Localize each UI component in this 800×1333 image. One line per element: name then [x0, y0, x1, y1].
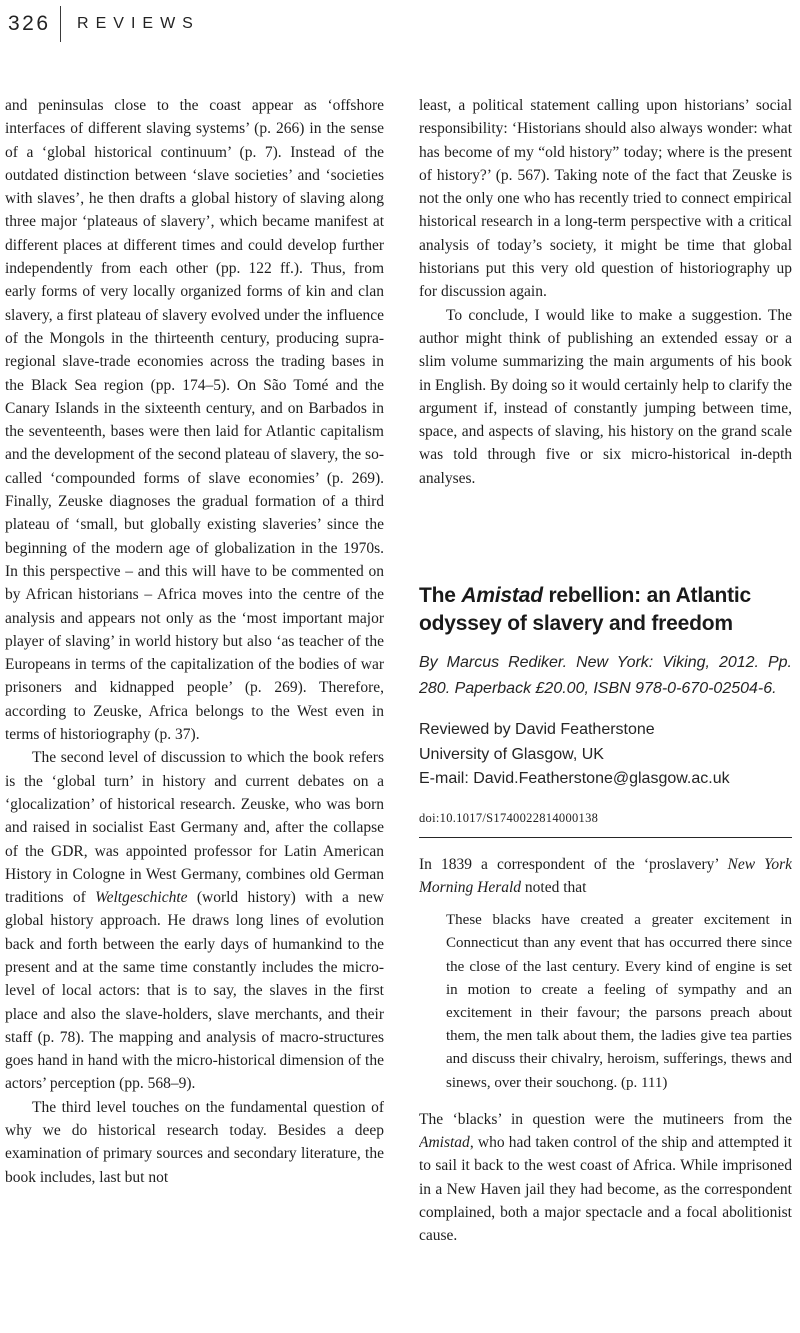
paragraph	[5, 94, 384, 746]
reviewer-affiliation: University of Glasgow, UK	[419, 745, 604, 763]
left-column	[5, 94, 384, 1333]
paragraph	[419, 1108, 792, 1248]
text-run: and peninsulas close to the coast appear as ‘offshore interfaces of different slaving systems’ (p. 266) in the sense of a ‘global historical continuum’ (p. 7). Instead of the outdated distinction between ‘slave societies’ and ‘societies with slaves’, he then drafts a global history of slaving along three major ‘plateaus of slavery’, which became manifest at different places at different times and could develop further independently from each other (pp. 122 ff.). Thus, from early forms of very locally organized forms of kin and clan slavery, a first plateau of slavery evolved under the influence of the Mongols in the thirteenth century, producing supra-regional slave-trade economies across the trading bases in the Black Sea region (pp. 174–5). On São Tomé and the Canary Islands in the sixteenth century, and on Barbados in the seventeenth, bases were then laid for Atlantic capitalism and the development of the second plateau of slavery, the so-called ‘compounded forms of slave economies’ (p. 269). Finally, Zeuske diagnoses the gradual formation of a third plateau of ‘small, but globally existing slaveries’ since the beginning of the modern age of globalization in the 1970s. In this perspective – and this will have to be commented on by African historians – Africa moves into the centre of the analysis and appears not only as the ‘most important major player of slaving’ in world history but also ‘as teacher of the Europeans in terms of the capitalization of the bodies of war prisoners and kidnapped people’ (p. 269). Therefore, according to Zeuske, Africa belongs to the West even in terms of historiography (p. 37).	[5, 97, 384, 744]
review-title	[419, 582, 792, 637]
running-head	[8, 6, 200, 42]
block-quote	[419, 909, 792, 1095]
review-byline: By Marcus Rediker. New York: Viking, 2012. Pp. 280. Paperback £20.00, ISBN 978-0-670-02504-6.	[419, 654, 792, 697]
italic-text: Weltgeschichte	[95, 889, 188, 907]
reviewer-name: Reviewed by David Featherstone	[419, 721, 655, 739]
paragraph	[419, 94, 792, 304]
text-run: rebellion: an Atlantic odyssey of slavery and freedom	[419, 584, 751, 635]
text-run: These blacks have created a greater excitement in Connecticut than any event that has occurred there since the close of the last century. Every kind of engine is set in motion to create a feeling of sympathy and an excitement in their favour; the parsons preach about them, the men talk about them, the ladies give tea parties and discuss their chivalry, heroism, sufferings, thews and sinews, over their souchong. (p. 111)	[446, 912, 792, 1091]
section-label: REVIEWS	[77, 15, 200, 32]
paragraph	[419, 853, 792, 900]
text-run: The second level of discussion to which the book refers is the ‘global turn’ in history and current debates on a ‘glocalization’ of historical research. Zeuske, who was born and raised in socialist East Germany and, after the collapse of the GDR, was appointed professor for Latin American History in Cologne in West Germany, combines old German traditions of	[5, 749, 384, 907]
text-run: noted that	[521, 878, 587, 896]
review-continuation	[419, 94, 792, 490]
right-column	[419, 94, 792, 1333]
text-run: The ‘blacks’ in question were the mutineers from the	[419, 1110, 792, 1128]
italic-text: Amistad	[419, 1134, 470, 1152]
reviewer-email: E-mail: David.Featherstone@glasgow.ac.uk	[419, 770, 730, 788]
header-divider	[60, 6, 62, 42]
text-run: (world history) with a new global history approach. He draws long lines of evolution back and forth between the early days of humankind to the present and at the same time constantly includes the micro-level of local actors: that is to say, the slaves in the first place and also the slave-holders, slave merchants, and their staff (p. 78). The mapping and analysis of macro-structures goes hand in hand with the micro-historical dimension of the actors’ perception (pp. 568–9).	[5, 889, 384, 1093]
italic-text: New York Morning Herald	[419, 855, 792, 896]
text-run: To conclude, I would like to make a suggestion. The author might think of publishing an extended essay or a slim volume summarizing the main arguments of his book in English. By doing so it would certainly help to clarify the argument if, instead of constantly jumping between time, space, and aspects of slaving, his history on the grand scale was told through five or six micro-historical in-depth analyses.	[419, 306, 792, 487]
two-column-layout	[5, 94, 792, 1333]
text-run: The	[419, 584, 462, 608]
doi-line: doi:10.1017/S1740022814000138	[419, 810, 599, 825]
text-run: least, a political statement calling upon historians’ social responsibility: ‘Historians should also always wonder: what has become of my “old history” today; where is the present of history?’ (p. 567). Taking note of the fact that Zeuske is not the only one who has recently tried to connect empirical historical research in a long-term perspective with a critical analysis of today’s society, it might be time that global historians put this very old question of historiography up for discussion again.	[419, 97, 792, 301]
paragraph	[5, 746, 384, 1095]
paragraph	[419, 304, 792, 490]
reviewer-info	[419, 718, 792, 792]
text-run: , who had taken control of the ship and attempted it to sail it back to the west coast of Africa. While imprisoned in a New Haven jail they had become, as the correspondent complained, both a major spectacle and a focal abolitionist cause.	[419, 1134, 792, 1245]
section-rule	[419, 837, 792, 838]
review-body	[419, 853, 792, 1248]
page-number: 326	[8, 12, 51, 35]
paragraph	[5, 1096, 384, 1189]
italic-text: Amistad	[461, 584, 543, 608]
text-run: The third level touches on the fundamental question of why we do historical research today. Besides a deep examination of primary sources and secondary literature, the book includes, last but not	[5, 1098, 384, 1186]
review-header	[419, 582, 792, 838]
text-run: In 1839 a correspondent of the ‘proslavery’	[419, 855, 728, 873]
